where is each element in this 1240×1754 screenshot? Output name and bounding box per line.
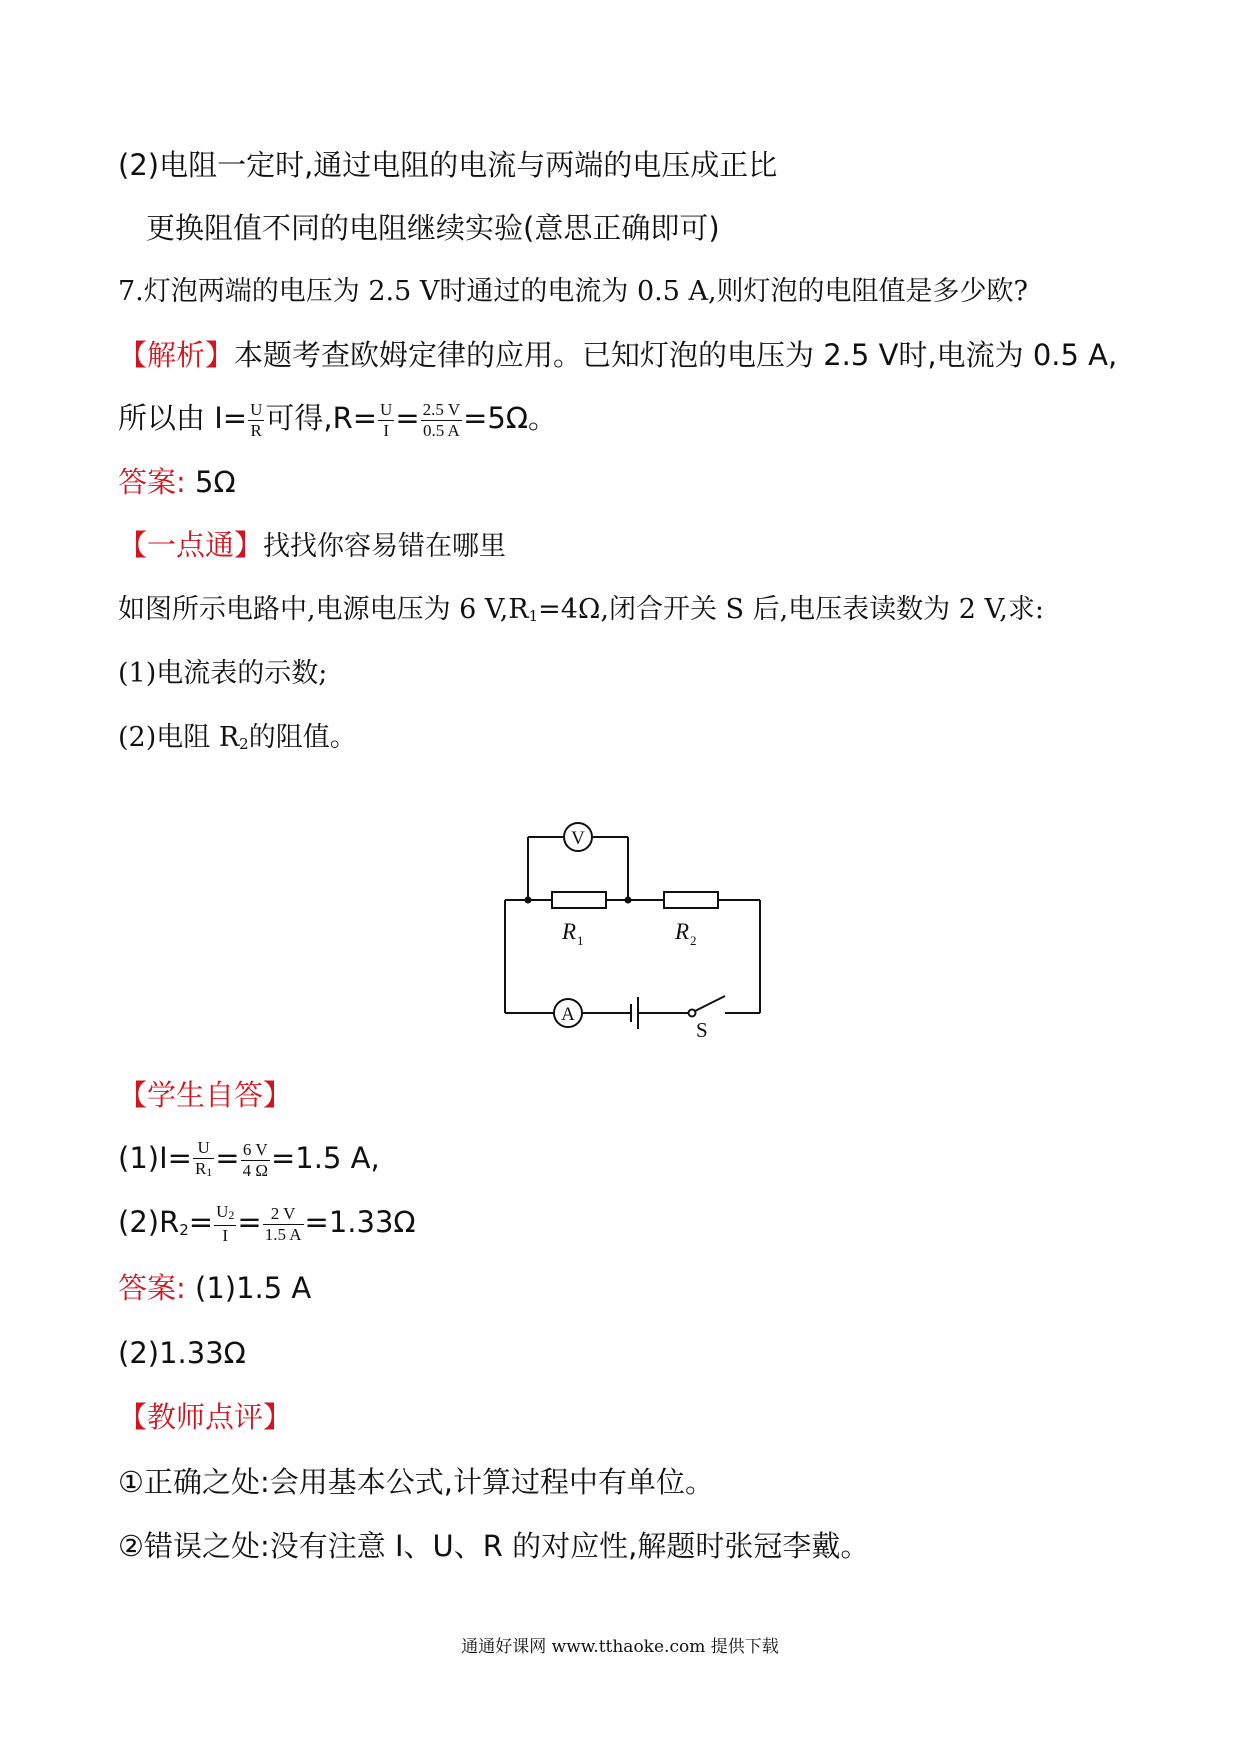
- answer-2-line: [118, 1268, 311, 1308]
- ydt-text: 找找你容易错在哪里: [263, 531, 507, 562]
- ydt-line: [118, 525, 506, 567]
- formula-line: [118, 398, 557, 440]
- equals: =: [215, 1141, 240, 1175]
- s2-sub: 2: [179, 1221, 189, 1239]
- s2-result: =1.33Ω: [304, 1205, 416, 1239]
- r1-label-sub: 1: [577, 933, 584, 948]
- student-tag: 【学生自答】: [118, 1078, 293, 1112]
- comment-2: ②错误之处:没有注意 I、U、R 的对应性,解题时张冠李戴。: [118, 1529, 870, 1563]
- frac-num: U: [193, 1139, 214, 1159]
- comment-1: ①正确之处:会用基本公式,计算过程中有单位。: [118, 1465, 714, 1499]
- frac-den: 1.5 A: [264, 1224, 302, 1244]
- formula-result: =5Ω。: [463, 401, 558, 435]
- frac-num: 6 V: [241, 1141, 270, 1161]
- answer-1-line: [118, 462, 236, 502]
- r1-label: R: [562, 919, 577, 944]
- text-line-2: 更换阻值不同的电阻继续实验(意思正确即可): [146, 211, 720, 245]
- junction-right: [625, 897, 632, 904]
- sub-q2-a: (2)电阻 R: [118, 722, 240, 753]
- formula-prefix: 所以由 I=: [118, 401, 248, 435]
- analysis-text: 本题考查欧姆定律的应用。已知灯泡的电压为 2.5 V时,电流为 0.5 A,: [234, 338, 1118, 372]
- s1-result: =1.5 A,: [270, 1141, 380, 1175]
- circuit-diagram: [470, 815, 770, 1055]
- fraction-6v-over-4ohm: [241, 1141, 270, 1180]
- fraction-2v-over-1-5a: [263, 1205, 304, 1244]
- frac-den: 4 Ω: [242, 1160, 268, 1180]
- answer-value: 5Ω: [195, 465, 236, 499]
- student-answer-1: [118, 1138, 380, 1181]
- formula-mid: 可得,R=: [265, 401, 378, 435]
- ammeter-label: A: [561, 1004, 575, 1025]
- frac-den: $R_1$: [194, 1159, 213, 1179]
- problem-a: 如图所示电路中,电源电压为 6 V,R: [118, 594, 529, 625]
- fraction-u-over-r1: [193, 1139, 214, 1181]
- teacher-tag-line: [118, 1397, 292, 1437]
- problem-b: =4Ω,闭合开关 S 后,电压表读数为 2 V,求:: [538, 594, 1044, 625]
- junction-left: [525, 897, 532, 904]
- resistor-r2: [664, 892, 718, 908]
- r2-label-sub: 2: [690, 933, 697, 948]
- text-line-1: (2)电阻一定时,通过电阻的电流与两端的电压成正比: [118, 148, 778, 182]
- r2-label: R: [675, 919, 690, 944]
- footer-text: 通通好课网 www.tthaoke.com 提供下载: [461, 1637, 779, 1657]
- fraction-u-over-r: [248, 401, 264, 440]
- problem-text: [118, 590, 1044, 636]
- s2-prefix: (2)R: [118, 1205, 180, 1239]
- frac-num: U: [250, 399, 263, 419]
- r1-subscript: 1: [528, 607, 539, 625]
- sub-question-2: [118, 718, 357, 764]
- student-answer-2: [118, 1202, 416, 1250]
- teacher-tag: 【教师点评】: [118, 1400, 293, 1434]
- fraction-values: [421, 401, 462, 440]
- fraction-u2-over-i: [214, 1203, 236, 1245]
- answer-2b-line: (2)1.33Ω: [118, 1336, 246, 1370]
- switch-label: S: [696, 1018, 708, 1042]
- answer-tag: 答案:: [118, 465, 186, 499]
- ydt-tag: 【一点通】: [118, 528, 264, 562]
- frac-num: $U_2$: [214, 1203, 236, 1226]
- s1-prefix: (1)I=: [118, 1141, 192, 1175]
- answer2-a: (1)1.5 A: [195, 1271, 312, 1305]
- frac-den: R: [250, 420, 262, 440]
- analysis-tag: 【解析】: [118, 338, 235, 372]
- resistor-r1: [552, 892, 606, 908]
- frac-den: I: [383, 420, 389, 440]
- equals: =: [395, 401, 420, 435]
- equals: =: [237, 1205, 262, 1239]
- switch-blade: [695, 996, 725, 1011]
- frac-num: U: [380, 399, 393, 419]
- equals: =: [188, 1205, 214, 1239]
- frac-den: 0.5 A: [422, 420, 460, 440]
- switch-contact: [689, 1010, 696, 1017]
- student-tag-line: [118, 1075, 292, 1115]
- analysis-line: [118, 335, 1117, 375]
- r2-subscript: 2: [239, 735, 249, 753]
- sub-question-1: (1)电流表的示数;: [118, 658, 328, 689]
- question-7: 7.灯泡两端的电压为 2.5 V时通过的电流为 0.5 A,则灯泡的电阻值是多少欧?: [118, 276, 1029, 307]
- frac-num: 2.5 V: [422, 399, 461, 419]
- voltmeter-label: V: [571, 828, 585, 849]
- answer2-tag: 答案:: [118, 1271, 186, 1305]
- frac-den: I: [222, 1226, 229, 1245]
- fraction-u-over-i: [378, 401, 394, 440]
- frac-num: 2 V: [263, 1205, 304, 1225]
- sub-q2-b: 的阻值。: [248, 722, 357, 753]
